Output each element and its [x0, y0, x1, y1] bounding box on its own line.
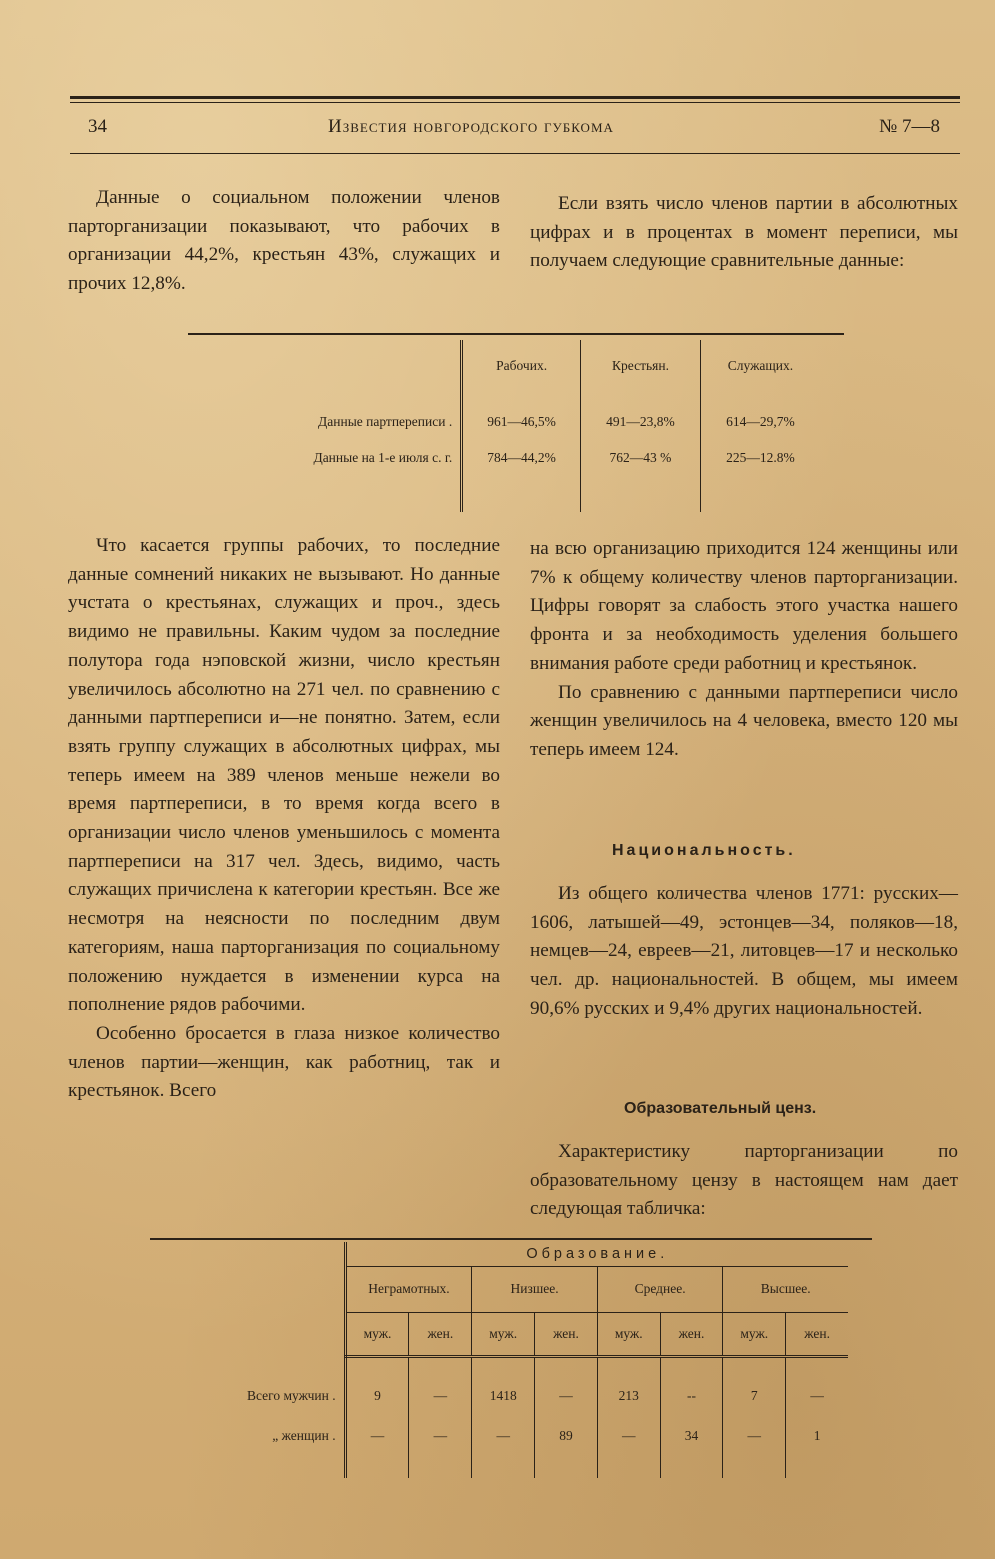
header-bottom-rule — [70, 153, 960, 154]
table2-cell: — — [786, 1376, 848, 1416]
left-column-top — [68, 184, 500, 299]
table-row — [212, 404, 820, 440]
table2-cell: 7 — [723, 1376, 786, 1416]
table2-top-rule — [150, 1238, 872, 1240]
table2-cell: -- — [660, 1376, 723, 1416]
table2-cell: 1 — [786, 1416, 848, 1456]
social-table — [212, 340, 820, 512]
paragraph: Характеристику парторганизации по образовательному цензу в настоящем нам дает следующая табличка: — [530, 1141, 958, 1220]
education-section — [530, 1138, 958, 1224]
sub-header: жен. — [660, 1312, 723, 1356]
table1-cell: 961—46,5% — [462, 404, 581, 440]
table2-cell: 34 — [660, 1416, 723, 1456]
table2-cell: — — [409, 1416, 472, 1456]
row-label: „ женщин . — [272, 1428, 336, 1443]
table-row — [182, 1416, 848, 1456]
paragraph: Из общего количества членов 1771: русских—1606, латышей—49, эстонцев—34, поляков—18, немцев—24, евреев—21, литовцев—17 и несколько чел. др. национальностей. В общем, мы имеем 90,6% русских и 9,4% других национальностей. — [530, 883, 958, 1019]
right-column-mid — [530, 535, 958, 765]
row-label: Данные на 1-е июля с. г. — [313, 450, 453, 465]
table-row — [212, 440, 820, 476]
table1-cell: 491—23,8% — [581, 404, 701, 440]
table1-cell: 225—12.8% — [700, 440, 820, 476]
table2-cell: — — [597, 1416, 660, 1456]
table2-cell: — — [472, 1416, 535, 1456]
row-label: Всего мужчин . — [247, 1388, 336, 1403]
table1-header: Служащих. — [700, 340, 820, 392]
table1-top-rule — [188, 333, 844, 335]
table2-cell: — — [345, 1416, 409, 1456]
sub-header: муж. — [597, 1312, 660, 1356]
table2-cell: 89 — [535, 1416, 598, 1456]
table1-header: Рабочих. — [462, 340, 581, 392]
education-group: Высшее. — [723, 1266, 848, 1312]
right-column-top — [530, 190, 958, 276]
header-top-rule-thin — [70, 102, 960, 103]
page-number: 34 — [88, 116, 107, 137]
running-header — [88, 116, 958, 150]
table-row — [182, 1376, 848, 1416]
table1-header: Крестьян. — [581, 340, 701, 392]
row-label: Данные партпереписи . — [318, 414, 453, 429]
heading-education: Образовательный ценз. — [624, 1100, 817, 1117]
table2-cell: — — [723, 1416, 786, 1456]
paragraph: По сравнению с данными партпереписи число женщин увеличилось на 4 человека, вместо 120 мы теперь имеем 124. — [530, 681, 958, 760]
education-super-header: Образование. — [345, 1242, 848, 1266]
table2-cell: — — [409, 1376, 472, 1416]
education-group: Неграмотных. — [345, 1266, 472, 1312]
table2-cell: 9 — [345, 1376, 409, 1416]
header-top-rule — [70, 96, 960, 99]
table2-cell: 1418 — [472, 1376, 535, 1416]
education-group: Среднее. — [597, 1266, 723, 1312]
education-table — [182, 1242, 848, 1478]
nationality-section — [530, 880, 958, 1024]
sub-header: жен. — [786, 1312, 848, 1356]
paragraph: на всю организацию приходится 124 женщины или 7% к общему количеству членов парторганизации. Цифры говорят за слабость этого участка нашего фронта и за необходимость уделения большего внимания работе среди работниц и крестьянок. — [530, 538, 958, 674]
sub-header: муж. — [345, 1312, 409, 1356]
table1-cell: 614—29,7% — [700, 404, 820, 440]
left-column-mid — [68, 532, 500, 1106]
table1-cell: 762—43 % — [581, 440, 701, 476]
education-group: Низшее. — [472, 1266, 598, 1312]
paragraph: Что касается группы рабочих, то последние данные сомнений никаких не вызывают. Но данные учстата о крестьянах, служащих и проч., здесь видимо не правильны. Каким чудом за последние полутора года нэповской жизни, число крестьян увеличилось абсолютно на 271 чел. по сравнению с данными партпереписи и—не понятно. Затем, если взять группу служащих в абсолютных цифрах, мы теперь имеем на 389 членов меньше нежели во время партпереписи, в то время когда всего в организации число членов уменьшилось с момента партпереписи на 317 чел. Здесь, видимо, часть служащих причислена к категории крестьян. Все же несмотря на неясности по последним двум категориям, наша парторганизация по социальному положению нуждается в изменении курса на пополнение рядов рабочими. — [68, 535, 500, 1016]
journal-title: Известия новгородского губкома — [328, 116, 614, 137]
paragraph: Особенно бросается в глаза низкое количество членов партии—женщин, как работниц, так и крестьянок. Всего — [68, 1022, 500, 1102]
sub-header: муж. — [472, 1312, 535, 1356]
table2-cell: 213 — [597, 1376, 660, 1416]
table1-cell: 784—44,2% — [462, 440, 581, 476]
sub-header: жен. — [535, 1312, 598, 1356]
sub-header: муж. — [723, 1312, 786, 1356]
heading-nationality: Национальность. — [612, 842, 796, 859]
issue-number: № 7—8 — [879, 116, 940, 137]
paragraph: Данные о социальном положении членов парторганизации показывают, что рабочих в организации 44,2%, крестьян 43%, служащих и прочих 12,8%. — [68, 187, 500, 295]
sub-header: жен. — [409, 1312, 472, 1356]
table2-cell: — — [535, 1376, 598, 1416]
paragraph: Если взять число членов партии в абсолютных цифрах и в процентах в момент переписи, мы получаем следующие сравнительные данные: — [530, 193, 958, 272]
